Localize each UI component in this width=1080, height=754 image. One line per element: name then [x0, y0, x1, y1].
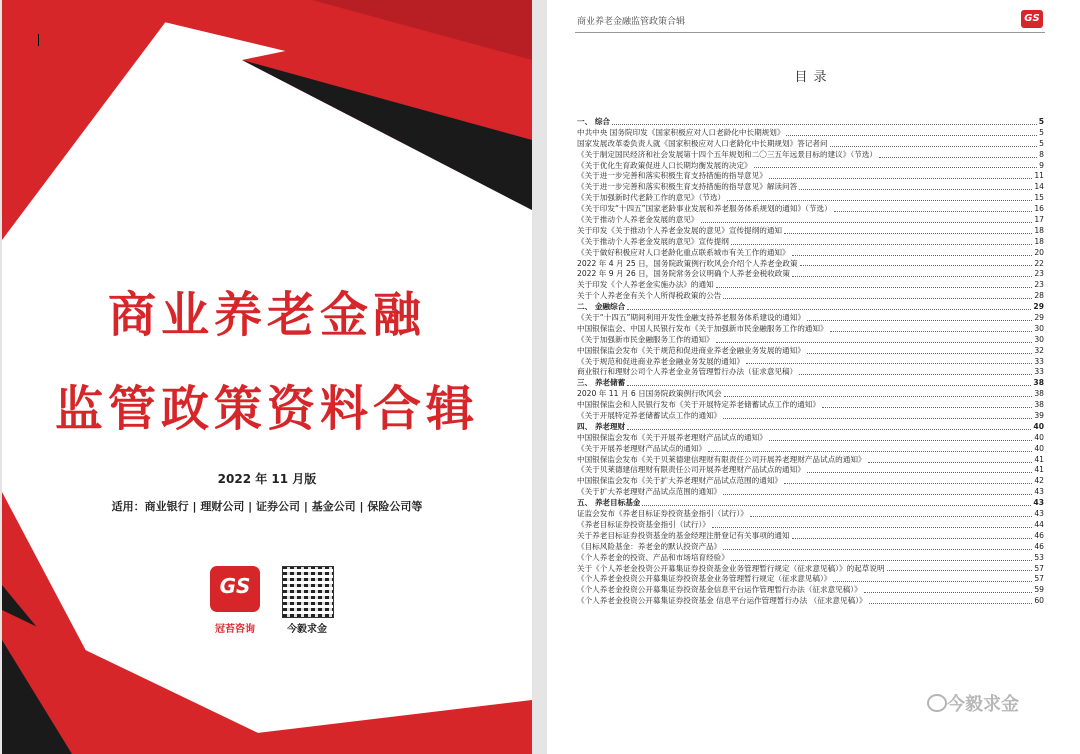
toc-page-number: 9: [1039, 160, 1044, 170]
toc-entry-title: 2022 年 9 月 26 日，国务院常务会议明确个人养老金税收政策: [577, 269, 790, 279]
toc-dot-leader: [716, 287, 1033, 288]
toc-page-number: 32: [1034, 345, 1044, 355]
toc-entry-title: 《关于推动个人养老金发展的意见》宣传提纲: [577, 236, 729, 246]
toc-page-number: 40: [1034, 432, 1044, 442]
toc-entry-title: 《关于加强新时代老龄工作的意见》（节选）: [577, 193, 726, 203]
wechat-watermark-icon: [927, 694, 947, 712]
toc-dot-leader: [723, 549, 1032, 550]
toc-entry-title: 《关于进一步完善和落实积极生育支持措施的指导意见》: [577, 171, 767, 181]
toc-entry-row[interactable]: [577, 182, 1044, 193]
toc-page-number: 18: [1034, 236, 1044, 246]
toc-entry-row[interactable]: [577, 476, 1044, 487]
toc-page-number: 57: [1034, 574, 1044, 584]
toc-entry-row[interactable]: [577, 487, 1044, 498]
toc-entry-row[interactable]: [577, 226, 1044, 237]
toc-dot-leader: [807, 472, 1033, 473]
toc-entry-row[interactable]: [577, 466, 1044, 477]
toc-entry-title: 《关于加强新市民金融服务工作的通知》: [577, 334, 714, 344]
cover-edition: 2022 年 11 月版: [217, 472, 317, 486]
toc-entry-row[interactable]: [577, 313, 1044, 324]
toc-dot-leader: [701, 222, 1033, 223]
text-cursor: [38, 34, 39, 46]
toc-dot-leader: [830, 146, 1038, 147]
toc-page-number: 40: [1033, 421, 1044, 431]
toc-section-row[interactable]: [577, 302, 1044, 313]
toc-entry-title: 《关于印发“十四五”国家老龄事业发展和养老服务体系规划的通知》（节选）: [577, 204, 832, 214]
toc-dot-leader: [879, 157, 1037, 158]
toc-dot-leader: [830, 331, 1033, 332]
cover-scope: 适用：商业银行 | 理财公司 | 证券公司 | 基金公司 | 保险公司等: [111, 500, 423, 513]
toc-entry-row[interactable]: [577, 585, 1044, 596]
toc-entry-title: 一、 综合: [577, 116, 611, 126]
toc-page-number: 14: [1034, 182, 1044, 192]
toc-entry-row[interactable]: [577, 574, 1044, 585]
toc-entry-row[interactable]: [577, 411, 1044, 422]
toc-entry-row[interactable]: [577, 357, 1044, 368]
toc-entry-title: 《个人养老金投资公开募集证券投资基金 信息平台运作管理暂行办法 （征求意见稿）》: [577, 596, 867, 606]
toc-page-number: 15: [1034, 193, 1044, 203]
toc-entry-row[interactable]: [577, 553, 1044, 564]
toc-entry-row[interactable]: [577, 139, 1044, 150]
toc-page-number: 38: [1034, 400, 1044, 410]
toc-dot-leader: [769, 440, 1032, 441]
toc-dot-leader: [807, 320, 1032, 321]
toc-entry-title: 三、 养老储蓄: [577, 378, 626, 388]
toc-entry-title: 中国银保监会、中国人民银行发布《关于加强新市民金融服务工作的通知》: [577, 323, 828, 333]
toc-dot-leader: [723, 418, 1032, 419]
gs-logo-text: GS: [219, 574, 251, 598]
toc-section-row[interactable]: [577, 422, 1044, 433]
toc-dot-leader: [792, 538, 1033, 539]
toc-entry-row[interactable]: [577, 564, 1044, 575]
toc-entry-row[interactable]: [577, 215, 1044, 226]
toc-entry-row[interactable]: [577, 161, 1044, 172]
toc-dot-leader: [627, 429, 1031, 430]
toc-dot-leader: [784, 233, 1032, 234]
toc-entry-title: 2020 年 11 月 6 日国务院政策例行吹风会: [577, 389, 722, 399]
logo-name: 冠苔咨询: [215, 624, 255, 635]
toc-page-number: 33: [1034, 367, 1044, 377]
toc-entry-title: 《关于进一步完善和落实积极生育支持措施的指导意见》解读问答: [577, 182, 798, 192]
toc-entry-row[interactable]: [577, 248, 1044, 259]
toc-entry-row[interactable]: [577, 171, 1044, 182]
toc-page-number: 38: [1034, 389, 1044, 399]
toc-page: [547, 0, 1080, 754]
toc-page-number: 23: [1034, 269, 1044, 279]
toc-dot-leader: [750, 516, 1032, 517]
toc-dot-leader: [869, 603, 1033, 604]
toc-list: [577, 117, 1044, 607]
toc-entry-title: 商业银行和理财公司个人养老金业务管理暂行办法（征求意见稿）: [577, 367, 798, 377]
toc-dot-leader: [627, 385, 1031, 386]
toc-dot-leader: [792, 255, 1033, 256]
toc-entry-title: 四、 养老理财: [577, 421, 626, 431]
toc-entry-title: 中国银保监会发布《关于贝莱德建信理财有限责任公司开展养老理财产品试点的通知》: [577, 454, 866, 464]
watermark: 今毅求金: [947, 694, 1019, 715]
toc-entry-title: 《关于优化生育政策促进人口长期均衡发展的决定》: [577, 160, 752, 170]
toc-dot-leader: [786, 135, 1037, 136]
toc-dot-leader: [723, 298, 1032, 299]
toc-entry-title: 关于养老目标证券投资基金的基金经理注册登记有关事项的通知: [577, 530, 790, 540]
toc-page-number: 59: [1034, 585, 1044, 595]
toc-dot-leader: [731, 244, 1032, 245]
toc-dot-leader: [807, 353, 1033, 354]
toc-entry-row[interactable]: [577, 531, 1044, 542]
toc-page-number: 46: [1034, 530, 1044, 540]
header-divider: [575, 32, 1045, 33]
toc-dot-leader: [784, 483, 1032, 484]
toc-entry-title: 中国银保监会和人民银行发布《关于开展特定养老储蓄试点工作的通知》: [577, 400, 820, 410]
qr-code-icon: [282, 566, 334, 618]
toc-page-number: 43: [1034, 509, 1044, 519]
cover-page: [2, 0, 532, 754]
toc-entry-title: 《关于制定国民经济和社会发展第十四个五年规划和二〇三五年远景目标的建议》（节选）: [577, 149, 877, 159]
toc-page-number: 33: [1034, 356, 1044, 366]
toc-entry-title: 国家发展改革委负责人就《国家积极应对人口老龄化中长期规划》答记者问: [577, 138, 828, 148]
toc-page-number: 20: [1034, 247, 1044, 257]
toc-page-number: 29: [1034, 313, 1044, 323]
toc-entry-title: 中国银保监会发布《关于开展养老理财产品试点的通知》: [577, 432, 767, 442]
toc-dot-leader: [822, 407, 1032, 408]
toc-page-number: 41: [1034, 454, 1044, 464]
toc-dot-leader: [716, 342, 1033, 343]
toc-entry-title: 关于《个人养老金投资公开募集证券投资基金业务管理暂行规定（征求意见稿）》的起草说明: [577, 563, 885, 573]
toc-entry-title: 中共中央 国务院印发《国家积极应对人口老龄化中长期规划》: [577, 127, 785, 137]
toc-dot-leader: [799, 374, 1032, 375]
toc-dot-leader: [769, 178, 1032, 179]
toc-dot-leader: [712, 527, 1032, 528]
toc-page-number: 38: [1033, 378, 1044, 388]
toc-dot-leader: [754, 167, 1038, 168]
toc-running-header: 商业养老金融监管政策合辑: [577, 17, 686, 27]
toc-entry-row[interactable]: [577, 346, 1044, 357]
toc-page-number: 39: [1034, 411, 1044, 421]
toc-page-number: 42: [1034, 476, 1044, 486]
toc-entry-row[interactable]: [577, 520, 1044, 531]
toc-dot-leader: [868, 462, 1033, 463]
toc-entry-row[interactable]: [577, 324, 1044, 335]
toc-dot-leader: [731, 560, 1032, 561]
toc-page-number: 40: [1034, 443, 1044, 453]
toc-page-number: 43: [1034, 487, 1044, 497]
toc-page-number: 43: [1033, 498, 1044, 508]
toc-entry-title: 《关于开展特定养老储蓄试点工作的通知》: [577, 411, 722, 421]
toc-entry-title: 《个人养老金投资公开募集证券投资基金业务管理暂行规定（征求意见稿）》: [577, 574, 832, 584]
toc-entry-row[interactable]: [577, 509, 1044, 520]
toc-entry-title: 《目标风险基金：养老金的默认投资产品》: [577, 541, 722, 551]
toc-page-number: 53: [1034, 552, 1044, 562]
toc-page-number: 22: [1034, 258, 1044, 268]
toc-entry-row[interactable]: [577, 389, 1044, 400]
toc-entry-title: 《关于推动个人养老金发展的意见》: [577, 215, 699, 224]
toc-entry-row[interactable]: [577, 444, 1044, 455]
toc-page-number: 5: [1039, 138, 1044, 148]
toc-entry-row[interactable]: [577, 455, 1044, 466]
toc-entry-row[interactable]: [577, 335, 1044, 346]
toc-dot-leader: [708, 451, 1032, 452]
toc-entry-title: 《养老目标证券投资基金指引（试行）》: [577, 519, 710, 529]
toc-entry-row[interactable]: [577, 128, 1044, 139]
toc-entry-row[interactable]: [577, 367, 1044, 378]
toc-entry-title: 《关于开展养老理财产品试点的通知》: [577, 443, 707, 453]
toc-dot-leader: [724, 396, 1033, 397]
toc-dot-leader: [800, 265, 1033, 266]
toc-dot-leader: [627, 309, 1031, 310]
toc-section-row[interactable]: [577, 378, 1044, 389]
toc-entry-row[interactable]: [577, 193, 1044, 204]
toc-entry-title: 中国银保监会发布《关于扩大养老理财产品试点范围的通知》: [577, 476, 783, 486]
toc-entry-row[interactable]: [577, 269, 1044, 280]
toc-entry-title: 2022 年 4 月 25 日，国务院政策例行吹风会介绍个人养老金政策: [577, 258, 798, 268]
toc-page-number: 44: [1034, 519, 1044, 529]
toc-entry-row[interactable]: [577, 542, 1044, 553]
toc-page-number: 60: [1034, 596, 1044, 606]
toc-entry-title: 《关于“十四五”期间利用开发性金融支持养老服务体系建设的通知》: [577, 313, 806, 323]
toc-gs-logo: GS: [1021, 10, 1043, 28]
toc-page-number: 17: [1034, 215, 1044, 224]
qr-caption: 今毅求金: [287, 624, 327, 635]
toc-dot-leader: [833, 581, 1032, 582]
toc-entry-title: 《个人养老金投资公开募集证券投资基金信息平台运作管理暂行办法（征求意见稿）》: [577, 585, 862, 595]
toc-entry-title: 关于印发《关于推动个人养老金发展的意见》宣传提纲的通知: [577, 225, 783, 235]
toc-dot-leader: [612, 124, 1037, 125]
toc-entry-row[interactable]: [577, 291, 1044, 302]
cover-top-left-red: [2, 0, 182, 240]
toc-entry-row[interactable]: [577, 204, 1044, 215]
toc-page-number: 18: [1034, 225, 1044, 235]
toc-dot-leader: [727, 200, 1032, 201]
toc-dot-leader: [792, 276, 1032, 277]
toc-section-row[interactable]: [577, 498, 1044, 509]
toc-entry-title: 《关于规范和促进商业养老金融业务发展的通知》: [577, 356, 745, 366]
toc-entry-title: 《个人养老金的投资、产品和市场培育经验》: [577, 552, 729, 562]
gs-logo: [210, 566, 260, 612]
toc-entry-row[interactable]: [577, 150, 1044, 161]
toc-entry-title: 《关于做好积极应对人口老龄化重点联系城市有关工作的通知》: [577, 247, 790, 257]
toc-page-number: 29: [1033, 302, 1044, 312]
toc-dot-leader: [887, 570, 1033, 571]
toc-page-number: 41: [1034, 465, 1044, 475]
toc-entry-title: 中国银保监会发布《关于规范和促进商业养老金融业务发展的通知》: [577, 345, 805, 355]
toc-entry-row[interactable]: [577, 596, 1044, 607]
toc-page-number: 46: [1034, 541, 1044, 551]
toc-entry-title: 《关于扩大养老理财产品试点范围的通知》: [577, 487, 722, 497]
toc-dot-leader: [746, 363, 1032, 364]
toc-entry-row[interactable]: [577, 400, 1044, 411]
toc-entry-row[interactable]: [577, 259, 1044, 270]
toc-entry-row[interactable]: [577, 280, 1044, 291]
toc-dot-leader: [864, 592, 1033, 593]
cover-title-line2: 监管政策资料合辑: [54, 381, 479, 437]
toc-page-number: 57: [1034, 563, 1044, 573]
toc-entry-row[interactable]: [577, 237, 1044, 248]
toc-page-number: 16: [1034, 204, 1044, 214]
toc-section-row[interactable]: [577, 117, 1044, 128]
toc-entry-title: 证监会发布《养老目标证券投资基金指引（试行）》: [577, 509, 748, 519]
toc-page-number: 28: [1034, 291, 1044, 301]
toc-entry-title: 关于印发《个人养老金实施办法》的通知: [577, 280, 714, 290]
cover-title-line1: 商业养老金融: [107, 287, 426, 343]
toc-dot-leader: [723, 494, 1032, 495]
toc-page-number: 30: [1034, 334, 1044, 344]
toc-page-number: 30: [1034, 323, 1044, 333]
toc-page-number: 5: [1039, 127, 1044, 137]
toc-page-number: 23: [1034, 280, 1044, 290]
toc-entry-title: 五、 养老目标基金: [577, 498, 641, 508]
toc-dot-leader: [834, 211, 1033, 212]
toc-entry-title: 关于个人养老金有关个人所得税政策的公告: [577, 291, 722, 301]
toc-entry-title: 《关于贝莱德建信理财有限责任公司开展养老理财产品试点的通知》: [577, 465, 805, 475]
toc-page-number: 5: [1038, 116, 1044, 126]
toc-dot-leader: [799, 189, 1032, 190]
toc-page-number: 11: [1034, 171, 1044, 181]
toc-entry-row[interactable]: [577, 433, 1044, 444]
toc-title: 目录: [794, 70, 833, 85]
toc-dot-leader: [642, 505, 1031, 506]
toc-page-number: 8: [1039, 149, 1044, 159]
toc-entry-title: 二、 金融综合: [577, 302, 626, 312]
